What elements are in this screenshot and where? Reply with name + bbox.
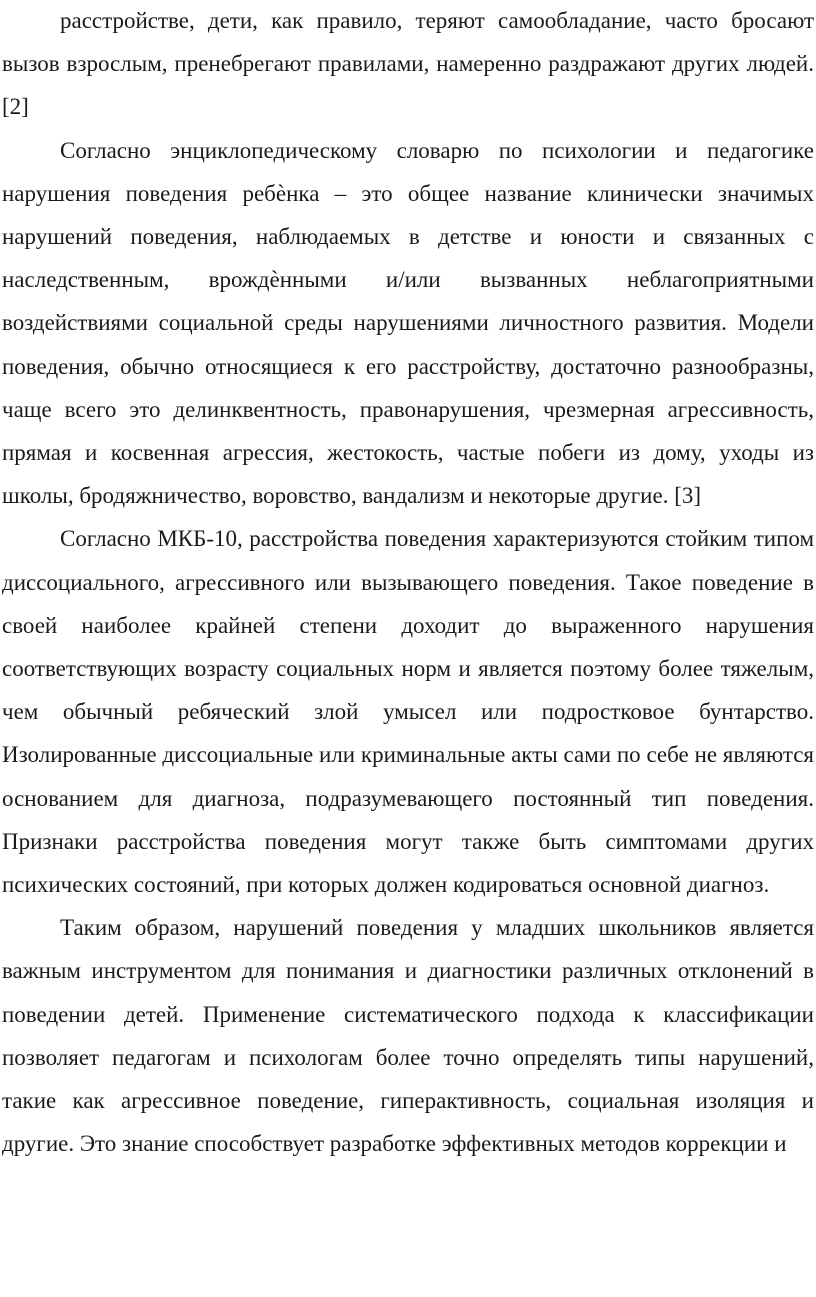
paragraph-icd10: Согласно МКБ-10, расстройства поведения характеризуются стойким типом диссоциального, агрессивного или вызывающего поведения. Такое поведение в своей наиболее крайней степени доходит до выраженного нарушения соответствующих возрасту социальных норм и является поэтому более тяжелым, чем обычный ребяческий злой умысел или подростковое бунтарство. Изолированные диссоциальные или криминальные акты сами по себе не являются основанием для диагноза, подразумевающего постоянный тип поведения. Признаки расстройства поведения могут также быть симптомами других психических состояний, при которых должен кодироваться основной диагноз. [2, 526, 814, 898]
paragraph-continuation: расстройстве, дети, как правило, теряют самообладание, часто бросают вызов взрослым, пренебрегают правилами, намеренно раздражают других людей. [2] [2, 8, 814, 120]
paragraph-definition: Согласно энциклопедическому словарю по психологии и педагогике нарушения поведения ребѐнка – это общее название клинически значимых нарушений поведения, наблюдаемых в детстве и юности и связанных с наследственным, врождѐнными и/или вызванных неблагоприятными воздействиями социальной среды нарушениями личностного развития. Модели поведения, обычно относящиеся к его расстройству, достаточно разнообразны, чаще всего это делинквентность, правонарушения, чрезмерная агрессивность, прямая и косвенная агрессия, жестокость, частые побеги из дому, уходы из школы, бродяжничество, воровство, вандализм и некоторые другие. [3] [2, 137, 814, 509]
paragraph-conclusion: Таким образом, нарушений поведения у младших школьников является важным инструментом для понимания и диагностики различных отклонений в поведении детей. Применение систематического подхода к классификации позволяет педагогам и психологам более точно определять типы нарушений, такие как агрессивное поведение, гиперактивность, социальная изоляция и другие. Это знание способствует разработке эффективных методов коррекции и [2, 915, 814, 1157]
